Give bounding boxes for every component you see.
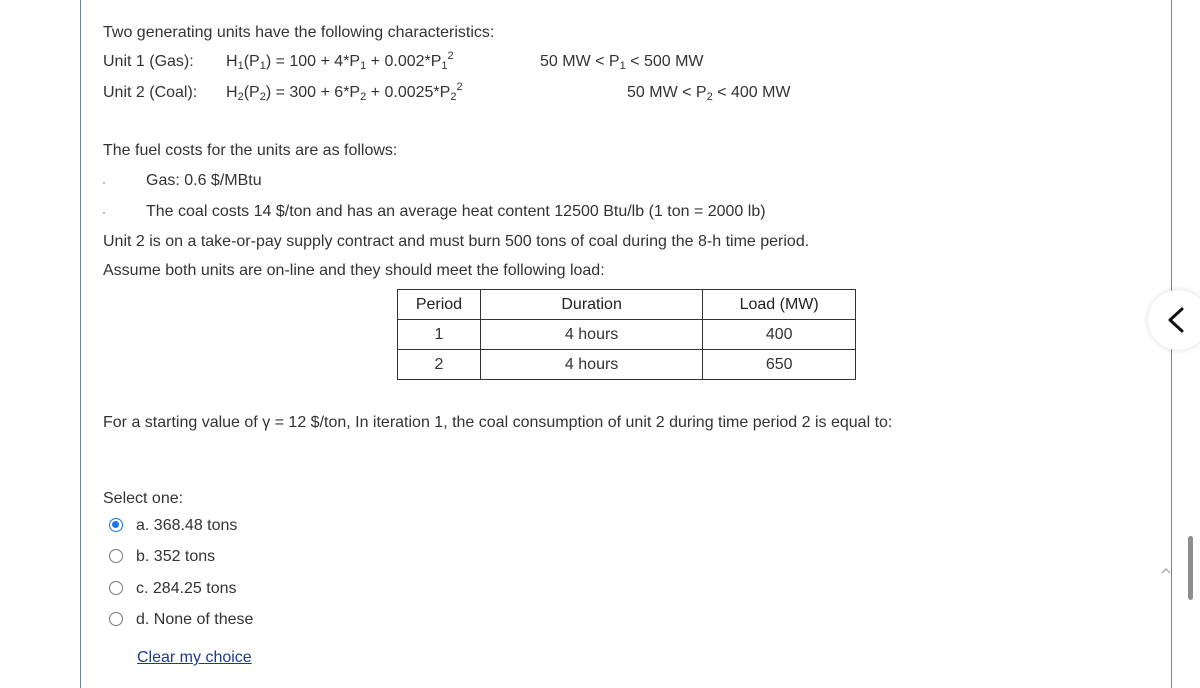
bullet-dot: · [102, 205, 106, 219]
fuel-costs-intro: The fuel costs for the units are as follows: [103, 142, 398, 159]
previous-page-button[interactable] [1148, 290, 1200, 350]
load-table [397, 289, 856, 380]
option-c-radio[interactable] [109, 581, 123, 595]
column-header-load: Load (MW) [703, 290, 856, 320]
table-row [398, 320, 856, 350]
table-header-row [398, 290, 856, 320]
option-a-radio[interactable] [109, 518, 123, 532]
fuel-gas-item: Gas: 0.6 $/MBtu [146, 172, 262, 189]
chevron-up-icon[interactable] [1160, 566, 1172, 576]
contract-text: Unit 2 is on a take-or-pay supply contract and must burn 500 tons of coal during the 8-h time period. [103, 233, 810, 250]
assume-text: Assume both units are on-line and they should meet the following load: [103, 262, 605, 279]
table-cell: 400 [703, 320, 856, 350]
chevron-left-icon [1164, 306, 1190, 334]
unit1-limit: 50 MW < $P_1 < 500$ MW [540, 53, 704, 72]
option-c-label[interactable]: c. 284.25 tons [136, 580, 237, 597]
question-intro: Two generating units have the following characteristics: [103, 24, 495, 41]
unit2-limit: 50 MW < $P_2 < 400$ MW [627, 84, 791, 103]
column-header-duration: Duration [480, 290, 702, 320]
bullet-dot: · [102, 175, 106, 189]
scrollbar-thumb[interactable] [1188, 536, 1193, 600]
unit2-label: Unit 2 (Coal): [103, 84, 198, 101]
question-prompt: For a starting value of γ = 12 $/ton, In iteration 1, the coal consumption of unit 2 during time period 2 is equal to: [103, 414, 893, 431]
column-header-period: Period [398, 290, 481, 320]
clear-choice-link[interactable]: Clear my choice [137, 649, 252, 666]
table-cell: 650 [703, 350, 856, 380]
unit2-equation: $H_2(P_2) = 300 + 6*P_2 + 0.0025*P_2^2$ [226, 81, 463, 103]
table-cell: 4 hours [480, 320, 702, 350]
unit1-equation: $H_1(P_1) = 100 + 4*P_1 + 0.002*P_1^2$ [226, 50, 454, 72]
fuel-coal-item: The coal costs 14 $/ton and has an average heat content 12500 Btu/lb (1 ton = 2000 lb) [146, 203, 766, 220]
unit1-label: Unit 1 (Gas): [103, 53, 194, 70]
table-cell: 2 [398, 350, 481, 380]
option-b-radio[interactable] [109, 549, 123, 563]
table-cell: 1 [398, 320, 481, 350]
option-d-label[interactable]: d. None of these [136, 611, 254, 628]
option-d-radio[interactable] [109, 612, 123, 626]
select-one-label: Select one: [103, 490, 184, 507]
option-b-label[interactable]: b. 352 tons [136, 548, 216, 565]
table-row [398, 350, 856, 380]
table-cell: 4 hours [480, 350, 702, 380]
option-a-label[interactable]: a. 368.48 tons [136, 517, 238, 534]
